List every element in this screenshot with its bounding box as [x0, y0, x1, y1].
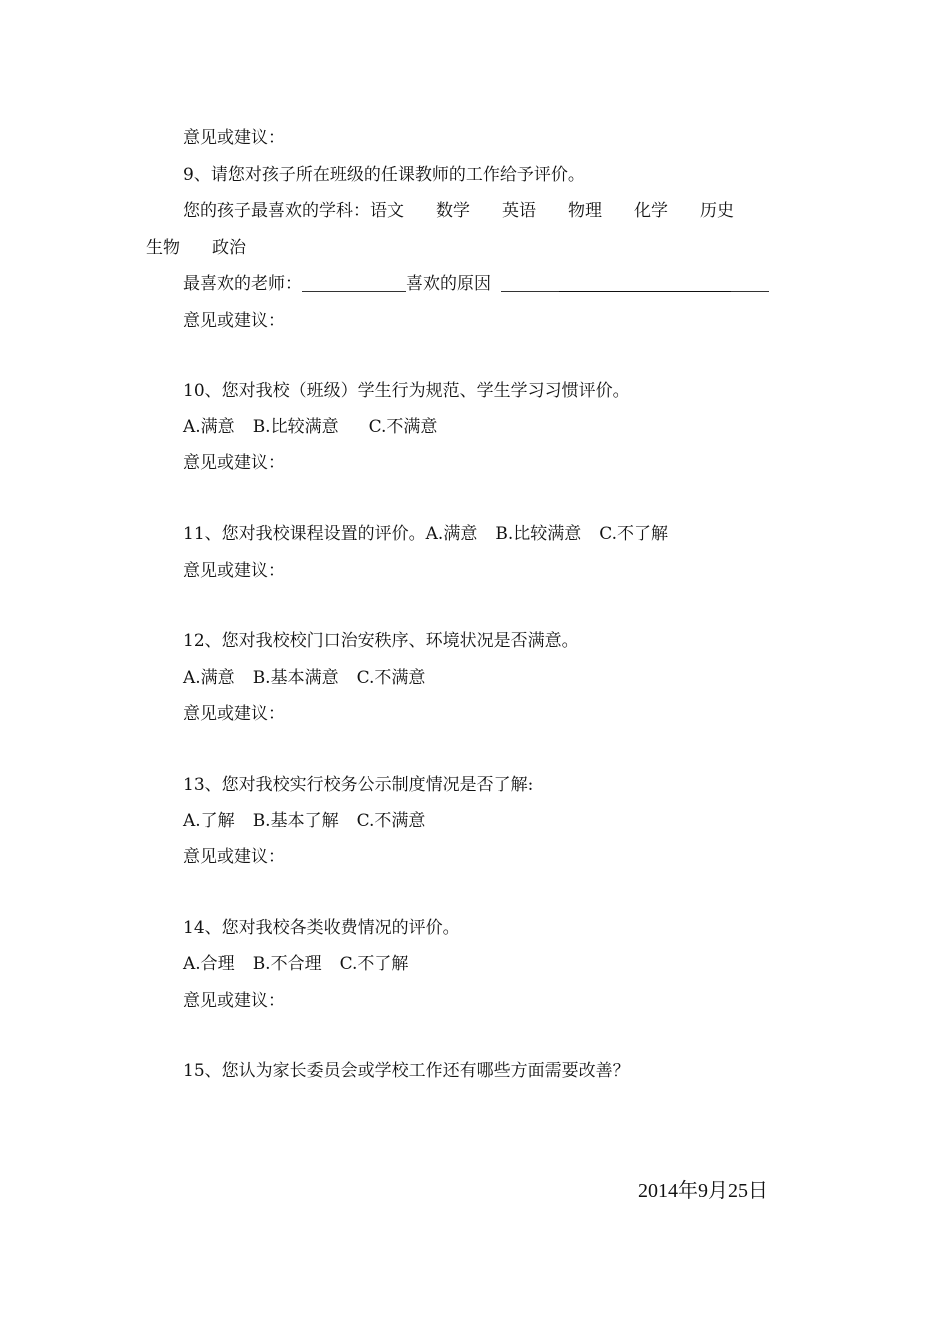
opinion-label: 意见或建议： — [183, 128, 285, 148]
subjects-prefix: 您的孩子最喜欢的学科： — [183, 201, 370, 221]
q9-teacher-line — [183, 273, 769, 295]
subject-politics: 政治 — [212, 238, 246, 258]
q11-option-b[interactable]: B.比较满意 — [495, 524, 582, 544]
q11-opinion-label: 意见或建议： — [183, 561, 285, 581]
q12-option-b[interactable]: B.基本满意 — [252, 668, 339, 688]
q14-option-c[interactable]: C.不了解 — [339, 954, 409, 974]
q12-option-c[interactable]: C.不满意 — [356, 668, 426, 688]
reason-blank-2[interactable] — [559, 275, 731, 292]
q14-option-a[interactable]: A.合理 — [183, 954, 235, 974]
q13-title: 13、您对我校实行校务公示制度情况是否了解: — [183, 775, 534, 795]
teacher-label: 最喜欢的老师： — [183, 274, 302, 294]
q10-option-b[interactable]: B.比较满意 — [252, 417, 339, 437]
reason-label: 喜欢的原因 — [406, 274, 491, 294]
q10-opinion-label: 意见或建议： — [183, 453, 285, 473]
q13-options — [183, 810, 425, 832]
q10-option-c[interactable]: C.不满意 — [368, 417, 438, 437]
q12-options — [183, 667, 425, 689]
q11-option-a[interactable]: A.满意 — [425, 524, 478, 544]
q9-subjects-line-2 — [146, 237, 246, 259]
q11-title: 11、您对我校课程设置的评价。 — [183, 524, 426, 544]
reason-blank-1[interactable] — [501, 275, 559, 292]
subject-history: 历史 — [700, 201, 734, 221]
q11-line — [183, 523, 668, 545]
q10-option-a[interactable]: A.满意 — [183, 417, 235, 437]
q13-option-b[interactable]: B.基本了解 — [252, 811, 339, 831]
q9-opinion-label: 意见或建议： — [183, 311, 285, 331]
subject-chinese: 语文 — [370, 201, 404, 221]
q13-opinion-label: 意见或建议： — [183, 847, 285, 867]
document-date: 2014年9月25日 — [638, 1180, 768, 1202]
q15-title: 15、您认为家长委员会或学校工作还有哪些方面需要改善？ — [183, 1061, 630, 1081]
q12-option-a[interactable]: A.满意 — [183, 668, 235, 688]
subject-physics: 物理 — [568, 201, 602, 221]
q12-title: 12、您对我校校门口治安秩序、环境状况是否满意。 — [183, 631, 579, 651]
q14-options — [183, 953, 408, 975]
subject-chemistry: 化学 — [634, 201, 668, 221]
q13-option-c[interactable]: C.不满意 — [356, 811, 426, 831]
subject-math: 数学 — [436, 201, 470, 221]
q13-option-a[interactable]: A.了解 — [183, 811, 235, 831]
reason-blank-3[interactable] — [731, 275, 769, 292]
teacher-blank[interactable] — [302, 275, 406, 292]
q12-opinion-label: 意见或建议： — [183, 704, 285, 724]
q10-title: 10、您对我校（班级）学生行为规范、学生学习习惯评价。 — [183, 381, 630, 401]
q10-options — [183, 416, 437, 438]
q9-subjects-line — [183, 200, 734, 222]
q11-option-c[interactable]: C.不了解 — [599, 524, 669, 544]
subject-biology: 生物 — [146, 238, 180, 258]
q14-title: 14、您对我校各类收费情况的评价。 — [183, 918, 460, 938]
q9-title: 9、请您对孩子所在班级的任课教师的工作给予评价。 — [183, 165, 585, 185]
q14-option-b[interactable]: B.不合理 — [252, 954, 322, 974]
subject-english: 英语 — [502, 201, 536, 221]
q14-opinion-label: 意见或建议： — [183, 991, 285, 1011]
